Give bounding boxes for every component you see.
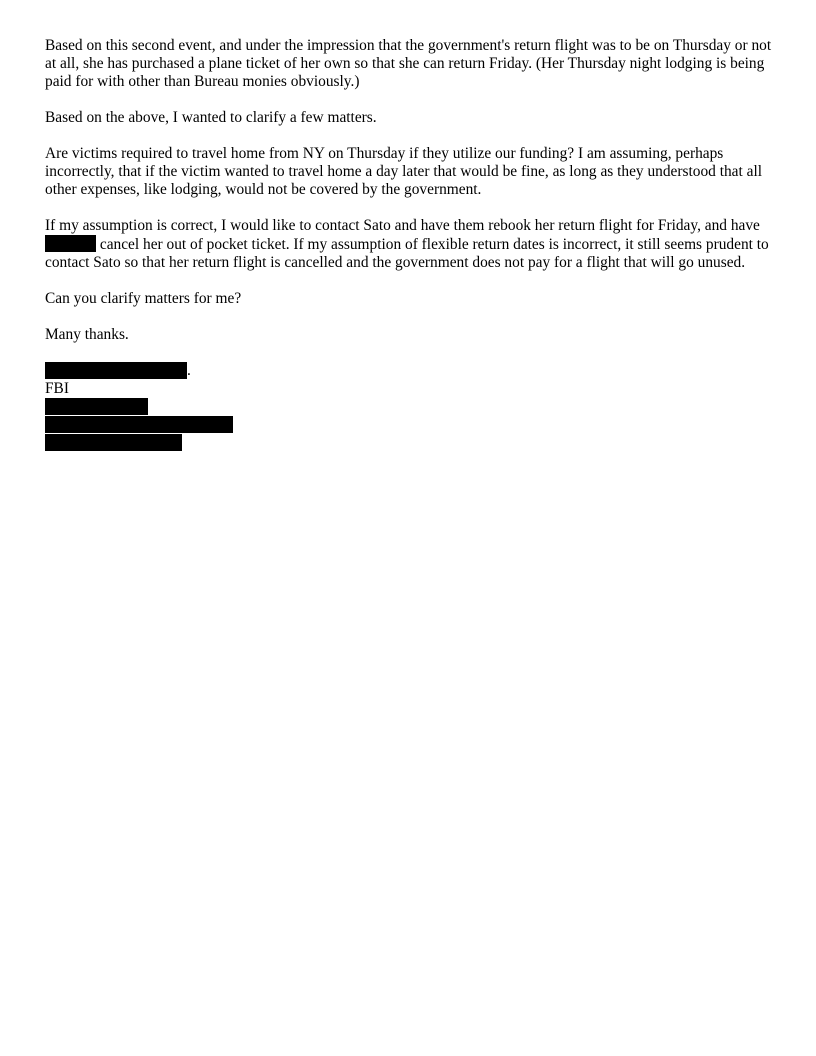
- signature-name-line: [45, 362, 780, 380]
- redacted-signature-phone: [45, 434, 182, 451]
- paragraph-4-after: cancel her out of pocket ticket. If my assumption of flexible return dates is incorrect, it still seems prudent to contact Sato so that her return flight is cancelled and the government does not pay for a flight that will go unused.: [45, 236, 769, 271]
- signature-redacted-line-2: [45, 416, 780, 434]
- thanks-line: Many thanks.: [45, 326, 129, 343]
- signature-org: FBI: [45, 380, 69, 397]
- signature-name-suffix: .: [187, 362, 191, 379]
- signature-redacted-line-3: [45, 434, 780, 452]
- redacted-name: [45, 235, 96, 252]
- paragraph-1: Based on this second event, and under the impression that the government's return flight was to be on Thursday or not at all, she has purchased a plane ticket of her own so that she can return Friday. (Her Thursday night lodging is being paid for with other than Bureau monies obviously.): [45, 37, 772, 90]
- signature-block: [45, 362, 780, 452]
- redacted-signature-title: [45, 398, 148, 415]
- email-body: [45, 37, 780, 452]
- redacted-signature-name: [45, 362, 187, 379]
- paragraph-4: [45, 217, 780, 272]
- signature-redacted-line-1: [45, 398, 780, 416]
- paragraph-4-before: If my assumption is correct, I would like to contact Sato and have them rebook her return flight for Friday, and have: [45, 217, 760, 234]
- paragraph-3: Are victims required to travel home from NY on Thursday if they utilize our funding? I am assuming, perhaps incorrectly, that if the victim wanted to travel home a day later that would be fine, as long as they understood that all other expenses, like lodging, would not be covered by the government.: [45, 145, 763, 198]
- redacted-signature-office: [45, 416, 233, 433]
- paragraph-2: Based on the above, I wanted to clarify a few matters.: [45, 109, 377, 126]
- closing-question: Can you clarify matters for me?: [45, 290, 242, 307]
